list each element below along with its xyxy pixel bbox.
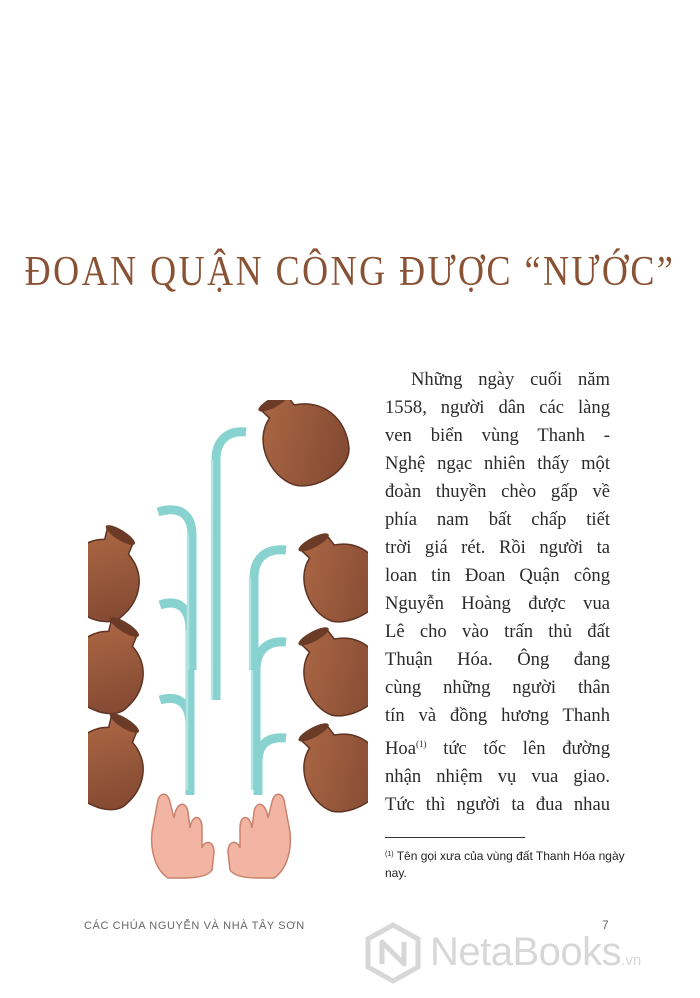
footnote-reference[interactable]: (1) [415,739,427,749]
water-stream-right-3 [258,738,286,795]
body-line: ven biển vùng Thanh - [385,425,610,446]
jars-pouring-water-illustration [88,400,368,880]
body-paragraph [385,366,610,819]
body-line: phía nam bất chấp tiết [385,509,610,530]
body-line: nhận nhiệm vụ vua giao. [385,766,610,787]
footnote-marker: (1) [385,851,394,858]
body-line: 1558, người dân các làng [385,397,610,418]
watermark-suffix: .vn [621,952,642,969]
jar-left-2 [88,607,167,726]
jar-right-2 [284,610,368,728]
chapter-title: ĐOAN QUẬN CÔNG ĐƯỢC “NƯỚC” [24,247,676,295]
body-line: Lê cho vào trấn thủ đất [385,621,610,642]
body-line: tín và đồng hương Thanh [385,705,610,726]
jar-right-3 [284,706,368,824]
body-line-with-footnote [385,730,610,763]
running-footer-title: CÁC CHÚA NGUYỄN VÀ NHÀ TÂY SƠN [84,920,305,932]
jar-left-1 [88,515,163,634]
body-line: cùng những người thân [385,677,610,698]
body-line: đoàn thuyền chèo gấp về [385,481,610,502]
watermark-text [430,930,641,975]
watermark-brand: NetaBooks [430,930,622,974]
body-line: Nghệ ngạc nhiên thấy một [385,453,610,474]
water-stream-left-3 [160,698,190,795]
jar-left-3 [88,703,167,822]
body-line: Thuận Hóa. Ông đang [385,649,610,670]
body-line: Những ngày cuối năm [411,369,610,390]
hand-left [152,794,214,878]
water-stream-top [216,432,246,700]
body-line: Tức thì người ta đua nhau [385,794,610,815]
body-line: Nguyễn Hoàng được vua [385,593,610,614]
body-line: trời giá rét. Rồi người ta [385,537,610,558]
body-line-prefix: Hoa [385,738,416,759]
footnote [385,846,625,882]
body-line-rest: tức tốc lên đường [443,738,610,759]
netabooks-watermark [364,922,694,986]
jar-top [243,400,361,499]
page-number: 7 [602,918,609,932]
footnote-text: Tên gọi xưa của vùng đất Thanh Hóa ngày nay. [385,849,625,880]
netabooks-logo-icon [364,922,422,984]
hand-right [228,794,290,878]
footnote-divider [385,837,525,838]
jar-right-1 [284,516,368,634]
body-line: loan tin Đoan Quận công [385,565,610,586]
